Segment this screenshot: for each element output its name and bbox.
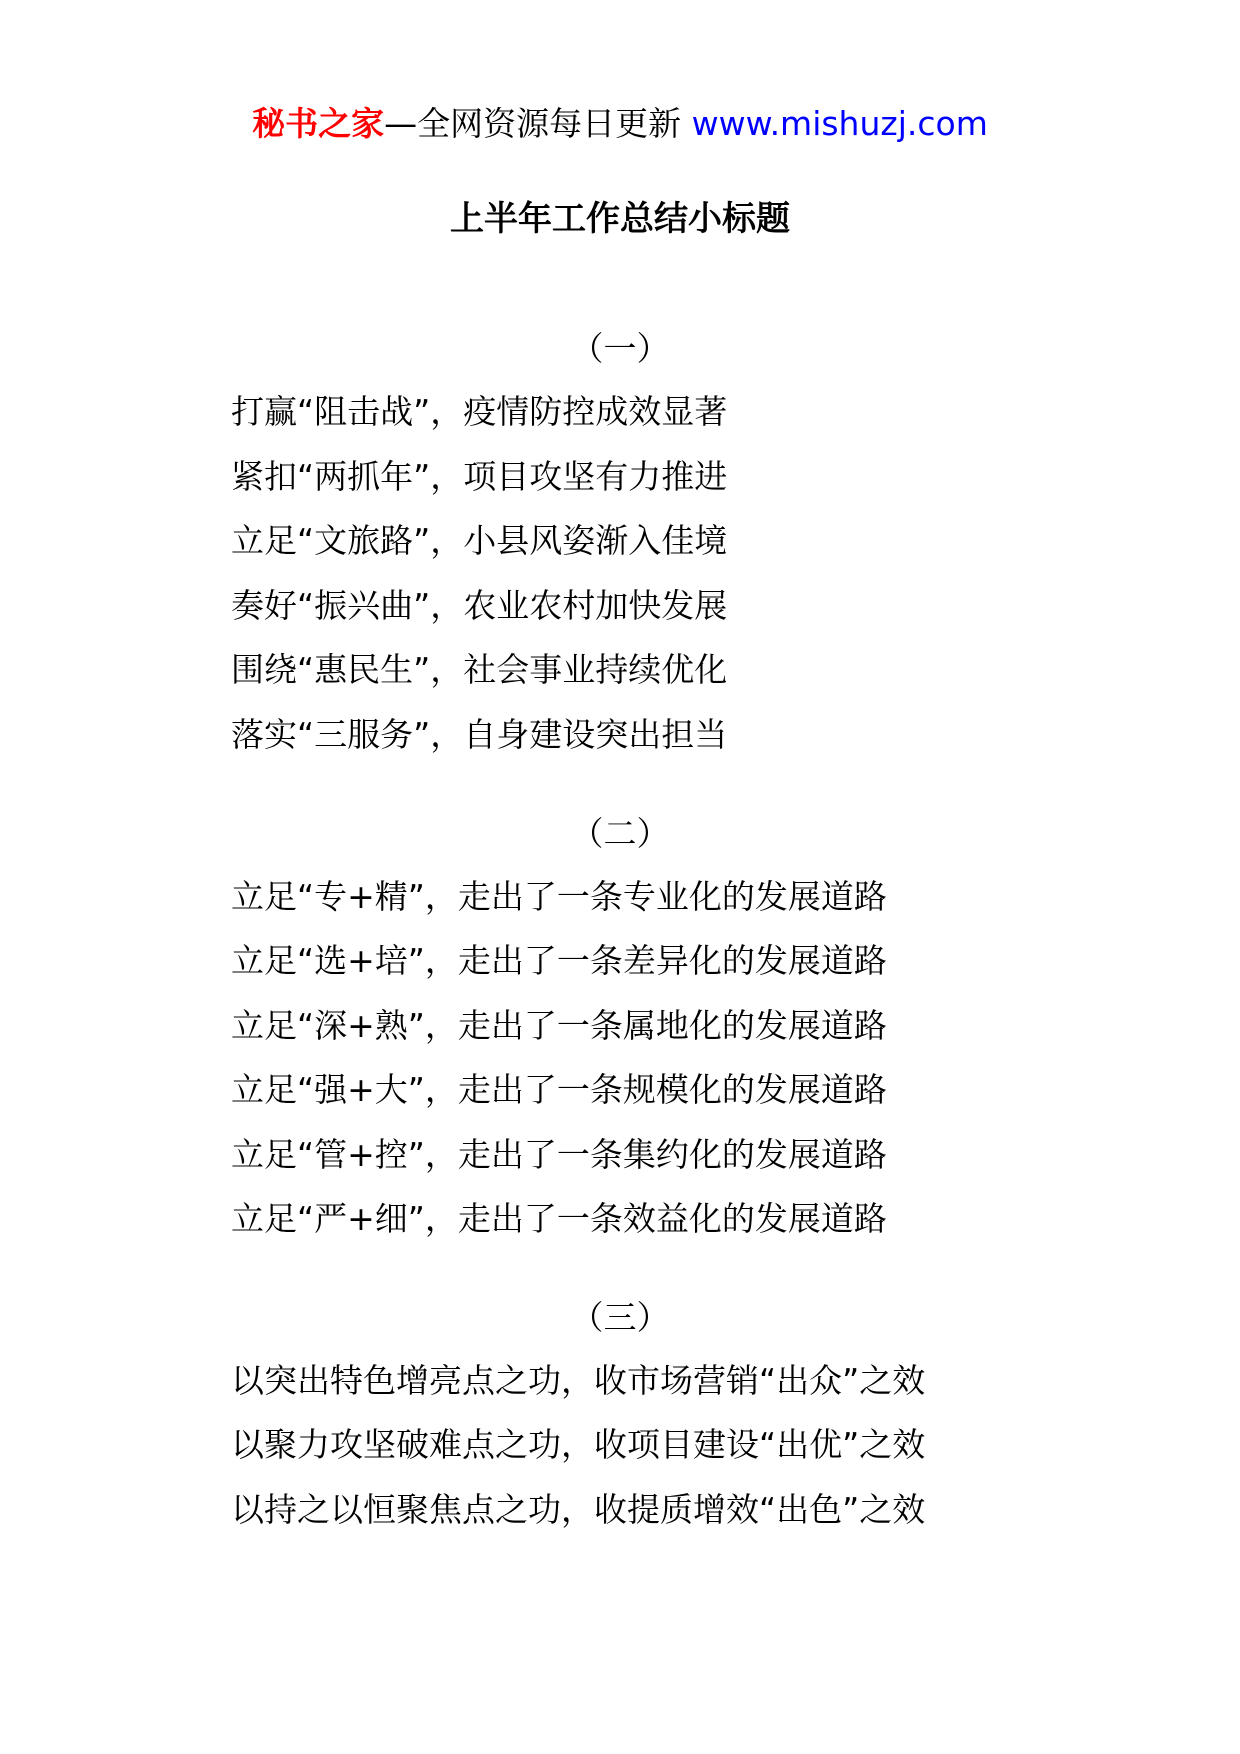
section-1-line: 落实“三服务”，自身建设突出担当 xyxy=(231,715,728,754)
section-2-line: 立足“强+大”，走出了一条规模化的发展道路 xyxy=(231,1070,887,1109)
site-header xyxy=(0,100,1240,148)
section-3-line: 以突出特色增亮点之功，收市场营销“出众”之效 xyxy=(231,1361,926,1400)
brand-name: 秘书之家 xyxy=(252,104,385,143)
site-tagline: —全网资源每日更新 xyxy=(384,104,692,143)
site-url-link[interactable]: www.mishuzj.com xyxy=(691,104,988,143)
section-heading-2: （二） xyxy=(570,814,670,853)
section-1-line: 围绕“惠民生”，社会事业持续优化 xyxy=(231,650,728,689)
section-2-line: 立足“严+细”，走出了一条效益化的发展道路 xyxy=(231,1199,887,1238)
section-1-line: 立足“文旅路”，小县风姿渐入佳境 xyxy=(231,521,728,560)
section-2-line: 立足“管+控”，走出了一条集约化的发展道路 xyxy=(231,1135,887,1174)
section-2-line: 立足“专+精”，走出了一条专业化的发展道路 xyxy=(231,877,887,916)
section-2-line: 立足“深+熟”，走出了一条属地化的发展道路 xyxy=(231,1006,887,1045)
section-heading-1: （一） xyxy=(570,329,670,368)
section-2-line: 立足“选+培”，走出了一条差异化的发展道路 xyxy=(231,941,887,980)
section-1-line: 打赢“阻击战”，疫情防控成效显著 xyxy=(231,392,728,431)
document-title: 上半年工作总结小标题 xyxy=(450,199,790,239)
section-3-line: 以聚力攻坚破难点之功，收项目建设“出优”之效 xyxy=(231,1425,926,1464)
section-3-line: 以持之以恒聚焦点之功，收提质增效“出色”之效 xyxy=(231,1490,926,1529)
section-1-line: 紧扣“两抓年”，项目攻坚有力推进 xyxy=(231,457,728,496)
section-heading-3: （三） xyxy=(570,1298,670,1337)
section-1-line: 奏好“振兴曲”，农业农村加快发展 xyxy=(231,586,728,625)
